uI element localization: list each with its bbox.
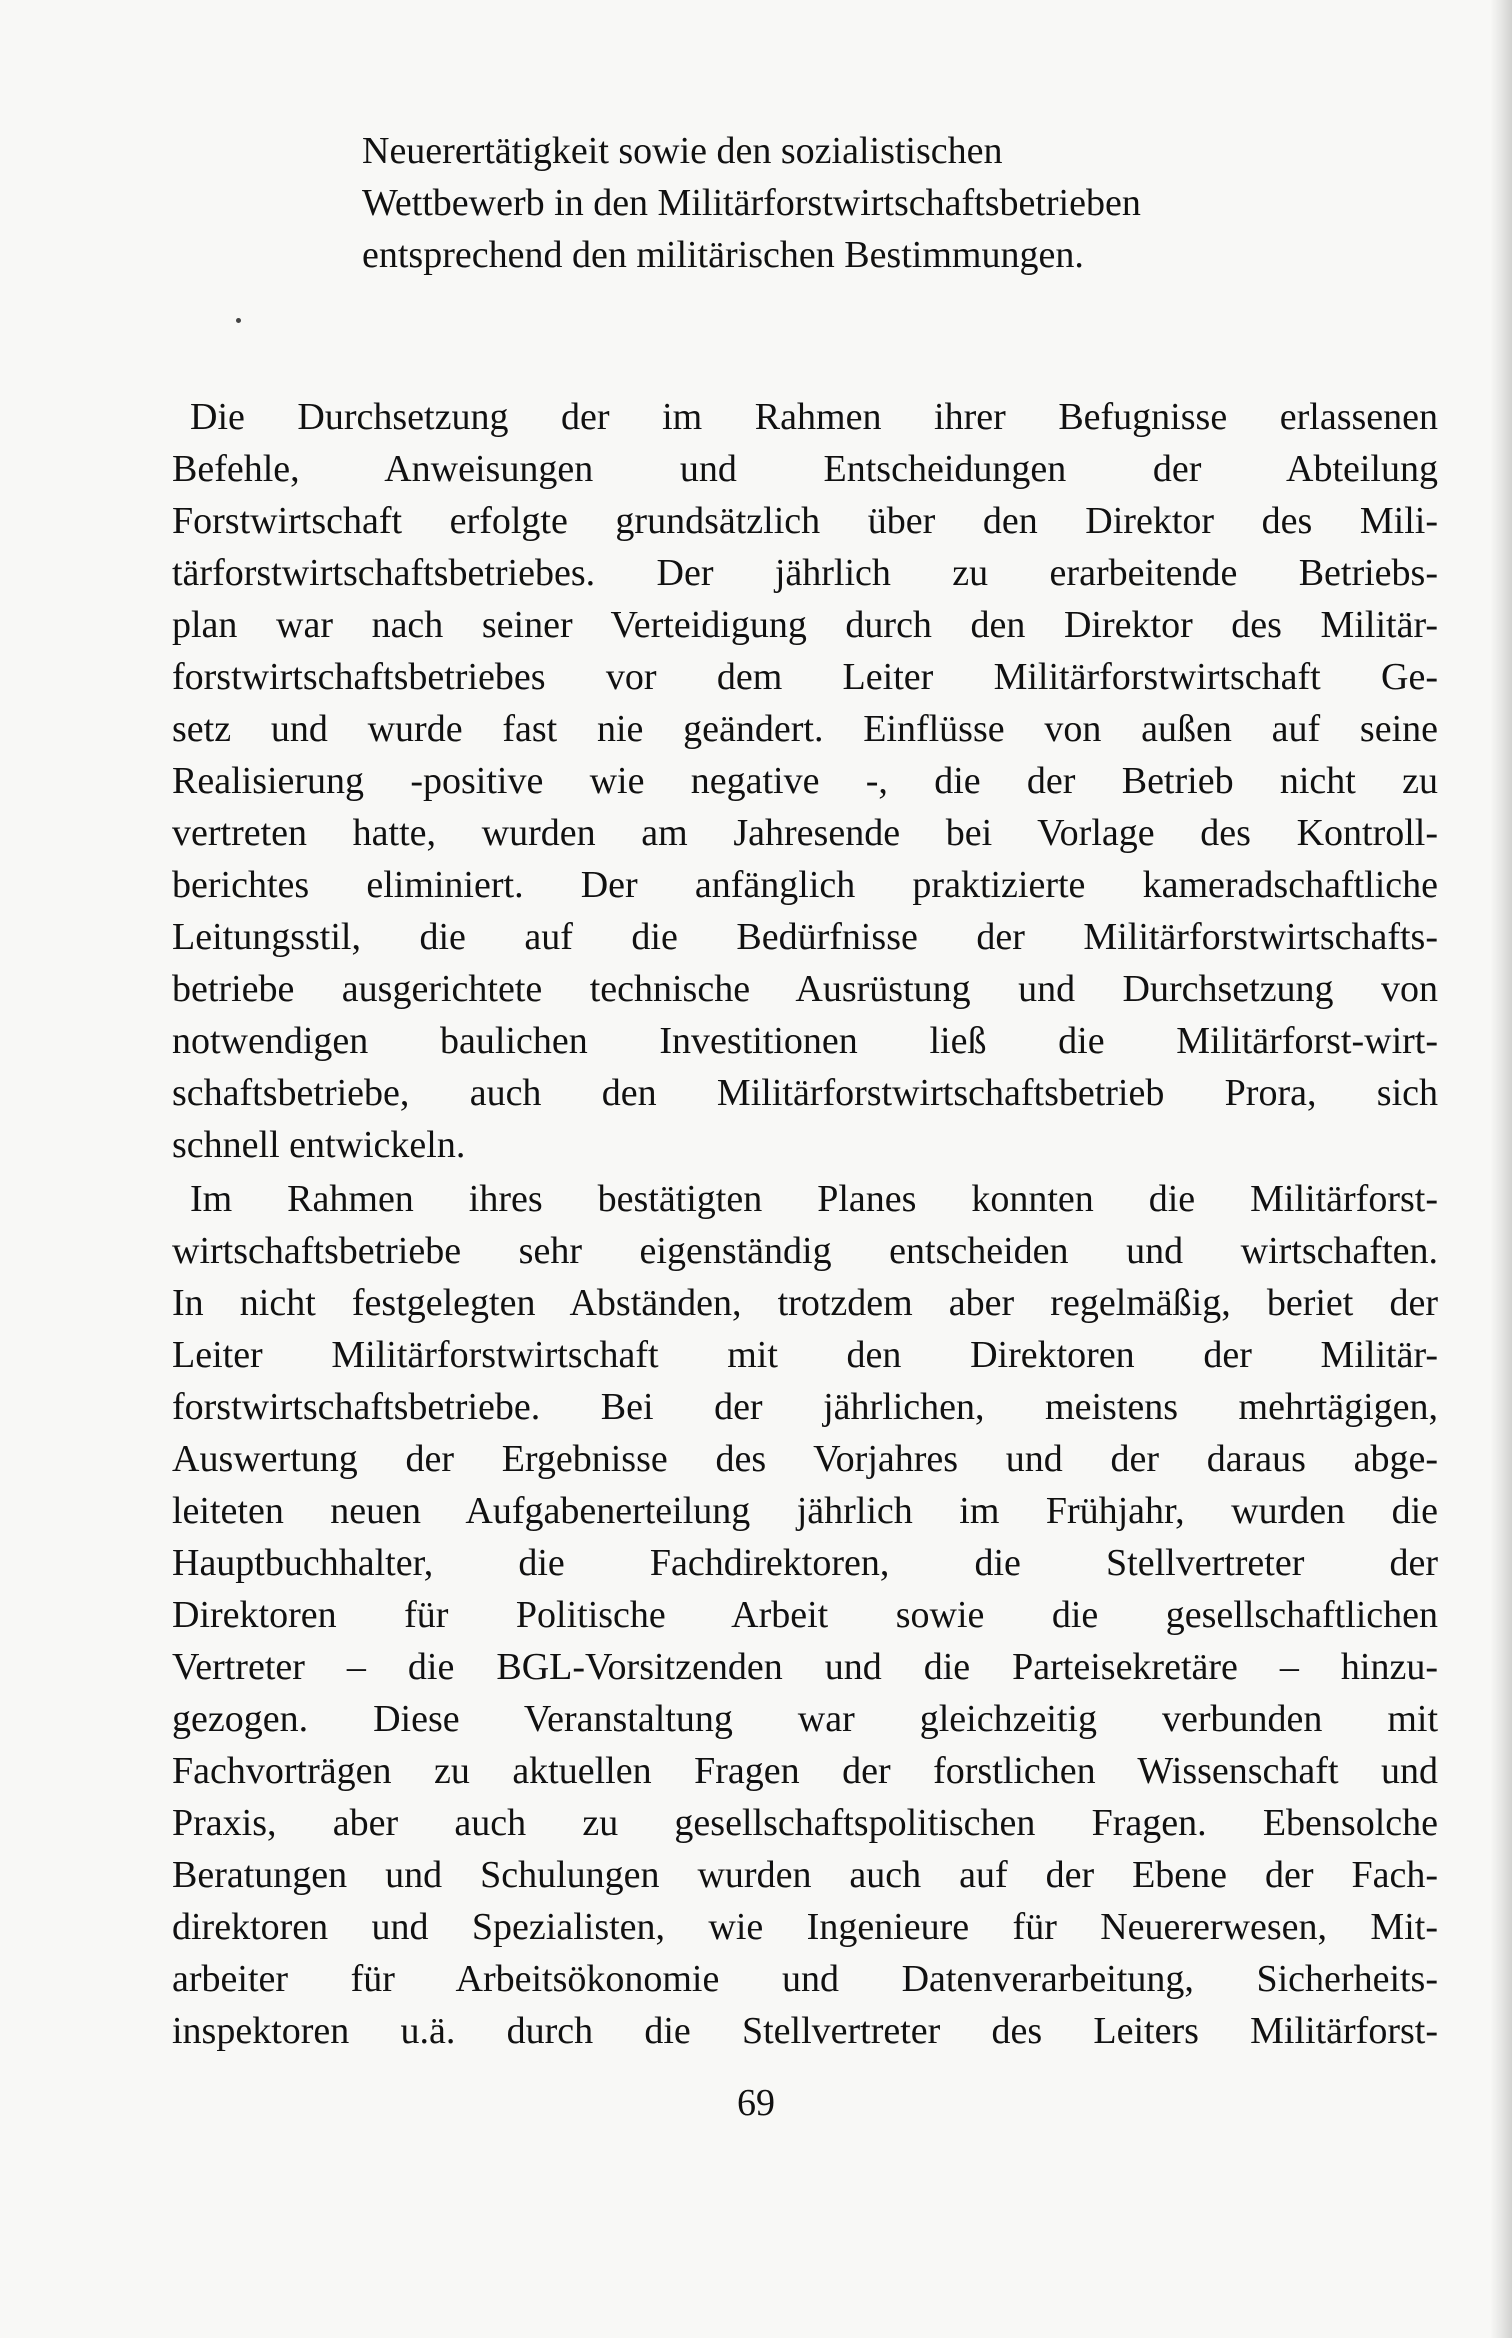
paragraph-line: Fachvorträgen zu aktuellen Fragen der forstlichen Wissenschaft und <box>172 1750 1438 1792</box>
stray-dot-mark <box>236 318 241 323</box>
quote-line: entsprechend den militärischen Bestimmungen. <box>362 234 1084 276</box>
paragraph-line: plan war nach seiner Verteidigung durch den Direktor des Militär- <box>172 604 1438 646</box>
paragraph-line: Direktoren für Politische Arbeit sowie die gesellschaftlichen <box>172 1594 1438 1636</box>
paragraph-line: betriebe ausgerichtete technische Ausrüstung und Durchsetzung von <box>172 968 1438 1010</box>
paragraph-line: Praxis, aber auch zu gesellschaftspolitischen Fragen. Ebensolche <box>172 1802 1438 1844</box>
paragraph-line: Im Rahmen ihres bestätigten Planes konnten die Militärforst- <box>190 1178 1438 1220</box>
paragraph-line: Forstwirtschaft erfolgte grundsätzlich über den Direktor des Mili- <box>172 500 1438 542</box>
paragraph-line: gezogen. Diese Veranstaltung war gleichzeitig verbunden mit <box>172 1698 1438 1740</box>
paragraph-line: Befehle, Anweisungen und Entscheidungen der Abteilung <box>172 448 1438 490</box>
paragraph-line: schnell entwickeln. <box>172 1124 466 1166</box>
paragraph-line: notwendigen baulichen Investitionen ließ die Militärforst-wirt- <box>172 1020 1438 1062</box>
paragraph-line: Beratungen und Schulungen wurden auch auf der Ebene der Fach- <box>172 1854 1438 1896</box>
paragraph-line: vertreten hatte, wurden am Jahresende bei Vorlage des Kontroll- <box>172 812 1438 854</box>
paragraph-line: forstwirtschaftsbetriebe. Bei der jährlichen, meistens mehrtägigen, <box>172 1386 1438 1428</box>
paragraph-line: Auswertung der Ergebnisse des Vorjahres und der daraus abge- <box>172 1438 1438 1480</box>
paragraph-line: setz und wurde fast nie geändert. Einflüsse von außen auf seine <box>172 708 1438 750</box>
paragraph-line: tärforstwirtschaftsbetriebes. Der jährlich zu erarbeitende Betriebs- <box>172 552 1438 594</box>
paragraph-line: arbeiter für Arbeitsökonomie und Datenverarbeitung, Sicherheits- <box>172 1958 1438 2000</box>
paragraph-line: Leiter Militärforstwirtschaft mit den Direktoren der Militär- <box>172 1334 1438 1376</box>
paragraph-line: direktoren und Spezialisten, wie Ingenieure für Neuererwesen, Mit- <box>172 1906 1438 1948</box>
paragraph-line: leiteten neuen Aufgabenerteilung jährlich im Frühjahr, wurden die <box>172 1490 1438 1532</box>
quote-line: Neuerertätigkeit sowie den sozialistischen <box>362 130 1003 172</box>
page-number: 69 <box>737 2082 775 2124</box>
paragraph-line: forstwirtschaftsbetriebes vor dem Leiter Militärforstwirtschaft Ge- <box>172 656 1438 698</box>
paragraph-line: wirtschaftsbetriebe sehr eigenständig entscheiden und wirtschaften. <box>172 1230 1438 1272</box>
page-edge-shadow <box>1490 0 1512 2338</box>
paragraph-line: inspektoren u.ä. durch die Stellvertreter des Leiters Militärforst- <box>172 2010 1438 2052</box>
paragraph-line: schaftsbetriebe, auch den Militärforstwirtschaftsbetrieb Prora, sich <box>172 1072 1438 1114</box>
paragraph-line: Leitungsstil, die auf die Bedürfnisse der Militärforstwirtschafts- <box>172 916 1438 958</box>
paragraph-line: berichtes eliminiert. Der anfänglich praktizierte kameradschaftliche <box>172 864 1438 906</box>
paragraph-line: Realisierung -positive wie negative -, die der Betrieb nicht zu <box>172 760 1438 802</box>
quote-line: Wettbewerb in den Militärforstwirtschaftsbetrieben <box>362 182 1141 224</box>
paragraph-line: Vertreter – die BGL-Vorsitzenden und die Parteisekretäre – hinzu- <box>172 1646 1438 1688</box>
paragraph-line: Hauptbuchhalter, die Fachdirektoren, die Stellvertreter der <box>172 1542 1438 1584</box>
paragraph-line: In nicht festgelegten Abständen, trotzdem aber regelmäßig, beriet der <box>172 1282 1438 1324</box>
paragraph-line: Die Durchsetzung der im Rahmen ihrer Befugnisse erlassenen <box>190 396 1438 438</box>
